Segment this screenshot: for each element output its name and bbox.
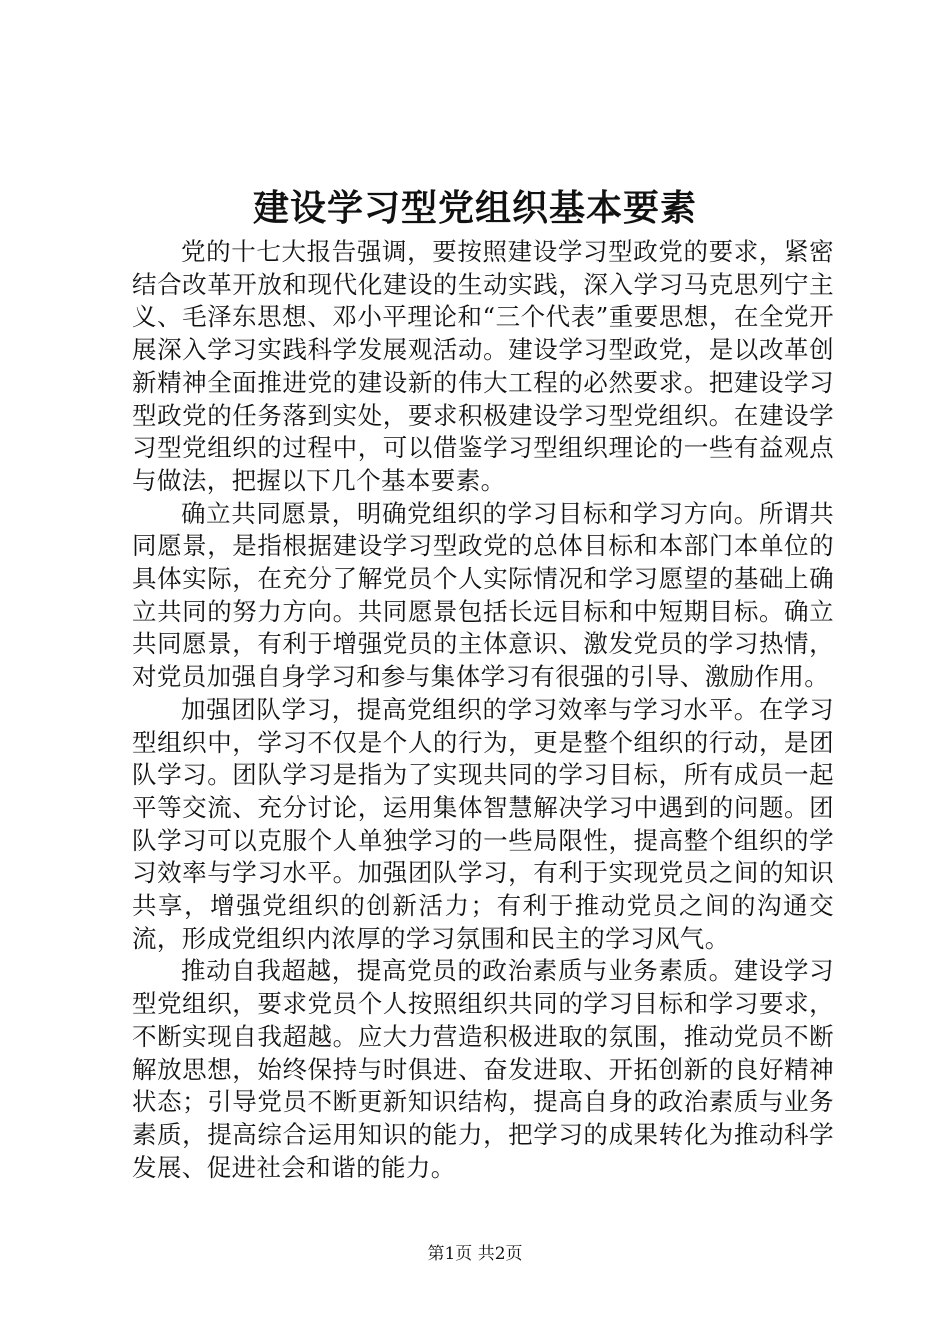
paragraph-shared-vision: 确立共同愿景，明确党组织的学习目标和学习方向。所谓共同愿景，是指根据建设学习型政党的总体目标和本部门本单位的具体实际，在充分了解党员个人实际情况和学习愿望的基础上确立共同的努力方向。共同愿景包括长远目标和中短期目标。确立共同愿景，有利于增强党员的主体意识、激发党员的学习热情，对党员加强自身学习和参与集体学习有很强的引导、激励作用。 xyxy=(132,498,834,692)
document-title: 建设学习型党组织基本要素 xyxy=(252,187,697,229)
paragraph-team-learning: 加强团队学习，提高党组织的学习效率与学习水平。在学习型组织中，学习不仅是个人的行为，更是整个组织的行动，是团队学习。团队学习是指为了实现共同的学习目标，所有成员一起平等交流、充分讨论，运用集体智慧解决学习中遇到的问题。团队学习可以克服个人单独学习的一些局限性，提高整个组织的学习效率与学习水平。加强团队学习，有利于实现党员之间的知识共享，增强党组织的创新活力；有利于推动党员之间的沟通交流，形成党组织内浓厚的学习氛围和民主的学习风气。 xyxy=(132,694,834,953)
paragraph-intro: 党的十七大报告强调，要按照建设学习型政党的要求，紧密结合改革开放和现代化建设的生动实践，深入学习马克思列宁主义、毛泽东思想、邓小平理论和“三个代表”重要思想，在全党开展深入学习实践科学发展观活动。建设学习型政党，是以改革创新精神全面推进党的建设新的伟大工程的必然要求。把建设学习型政党的任务落到实处，要求积极建设学习型党组织。在建设学习型党组织的过程中，可以借鉴学习型组织理论的一些有益观点与做法，把握以下几个基本要素。 xyxy=(132,237,834,495)
document-body xyxy=(132,236,834,1184)
paragraph-self-transcendence: 推动自我超越，提高党员的政治素质与业务素质。建设学习型党组织，要求党员个人按照组织共同的学习目标和学习要求，不断实现自我超越。应大力营造积极进取的氛围，推动党员不断解放思想，始终保持与时俱进、奋发进取、开拓创新的良好精神状态；引导党员不断更新知识结构，提高自身的政治素质与业务素质，提高综合运用知识的能力，把学习的成果转化为推动科学发展、促进社会和谐的能力。 xyxy=(132,956,834,1182)
page-number-footer: 第1页 共2页 xyxy=(427,1244,523,1264)
